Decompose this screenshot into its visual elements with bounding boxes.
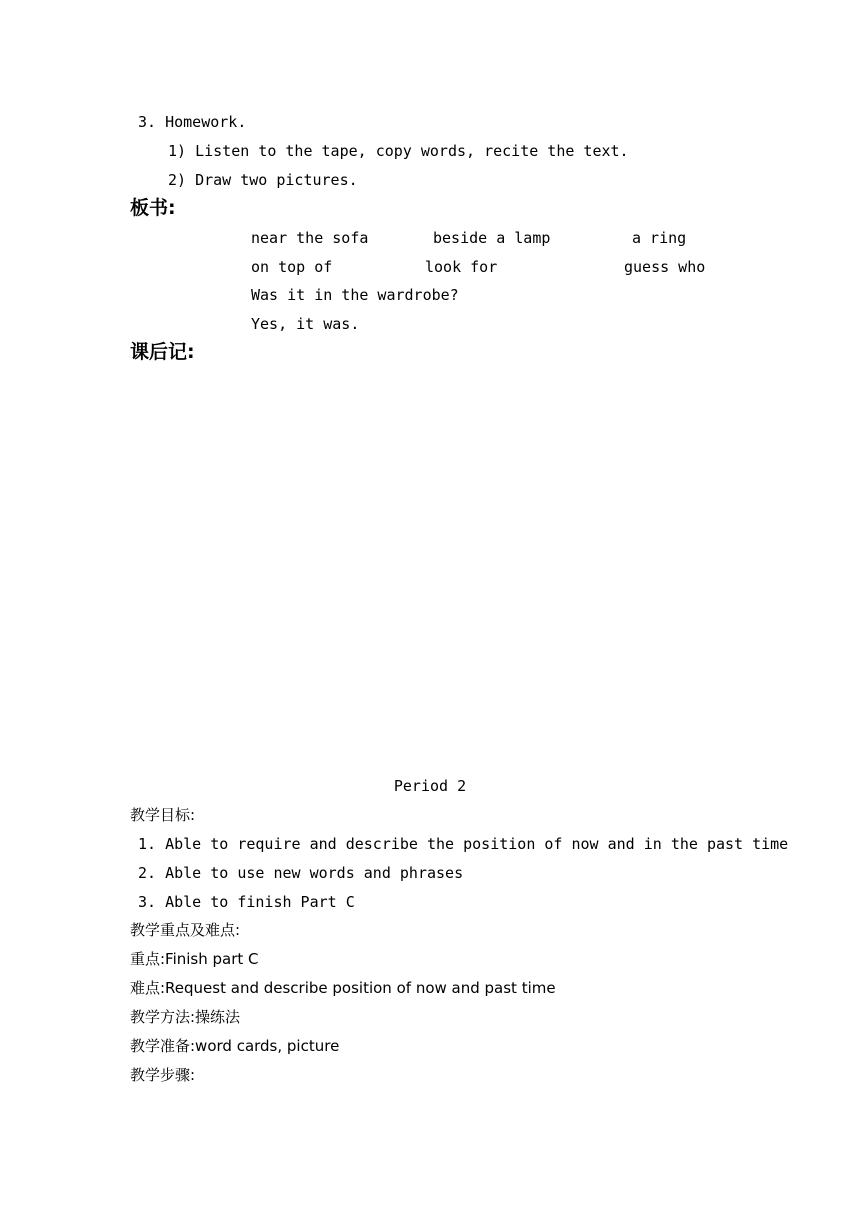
board-row1-col2: beside a lamp (433, 229, 551, 247)
board-heading: 板书: (130, 197, 176, 219)
period-title: Period 2 (393, 777, 467, 795)
homework-title: 3. Homework. (138, 113, 247, 131)
teaching-steps-label: 教学步骤: (130, 1066, 196, 1084)
key-point: 重点:Finish part C (130, 950, 259, 968)
homework-item-2: 2) Draw two pictures. (168, 171, 358, 189)
objective-3: 3. Able to finish Part C (138, 893, 355, 911)
board-row2-col2: look for (425, 258, 498, 276)
board-row1-col1: near the sofa (251, 229, 369, 247)
objective-2: 2. Able to use new words and phrases (138, 864, 464, 882)
teaching-preparation: 教学准备:word cards, picture (130, 1037, 340, 1055)
homework-item-1: 1) Listen to the tape, copy words, recite the text. (168, 142, 629, 160)
board-answer: Yes, it was. (251, 315, 360, 333)
teaching-method: 教学方法:操练法 (130, 1008, 241, 1026)
board-row1-col3: a ring (632, 229, 687, 247)
board-question: Was it in the wardrobe? (251, 286, 459, 304)
board-row2-col1: on top of (251, 258, 333, 276)
difficult-point: 难点:Request and describe position of now and past time (130, 979, 556, 997)
objectives-label: 教学目标: (130, 806, 196, 824)
objective-1: 1. Able to require and describe the position of now and in the past time (138, 835, 789, 853)
key-difficult-label: 教学重点及难点: (130, 921, 241, 939)
notes-heading: 课后记: (130, 341, 195, 363)
board-row2-col3: guess who (624, 258, 706, 276)
